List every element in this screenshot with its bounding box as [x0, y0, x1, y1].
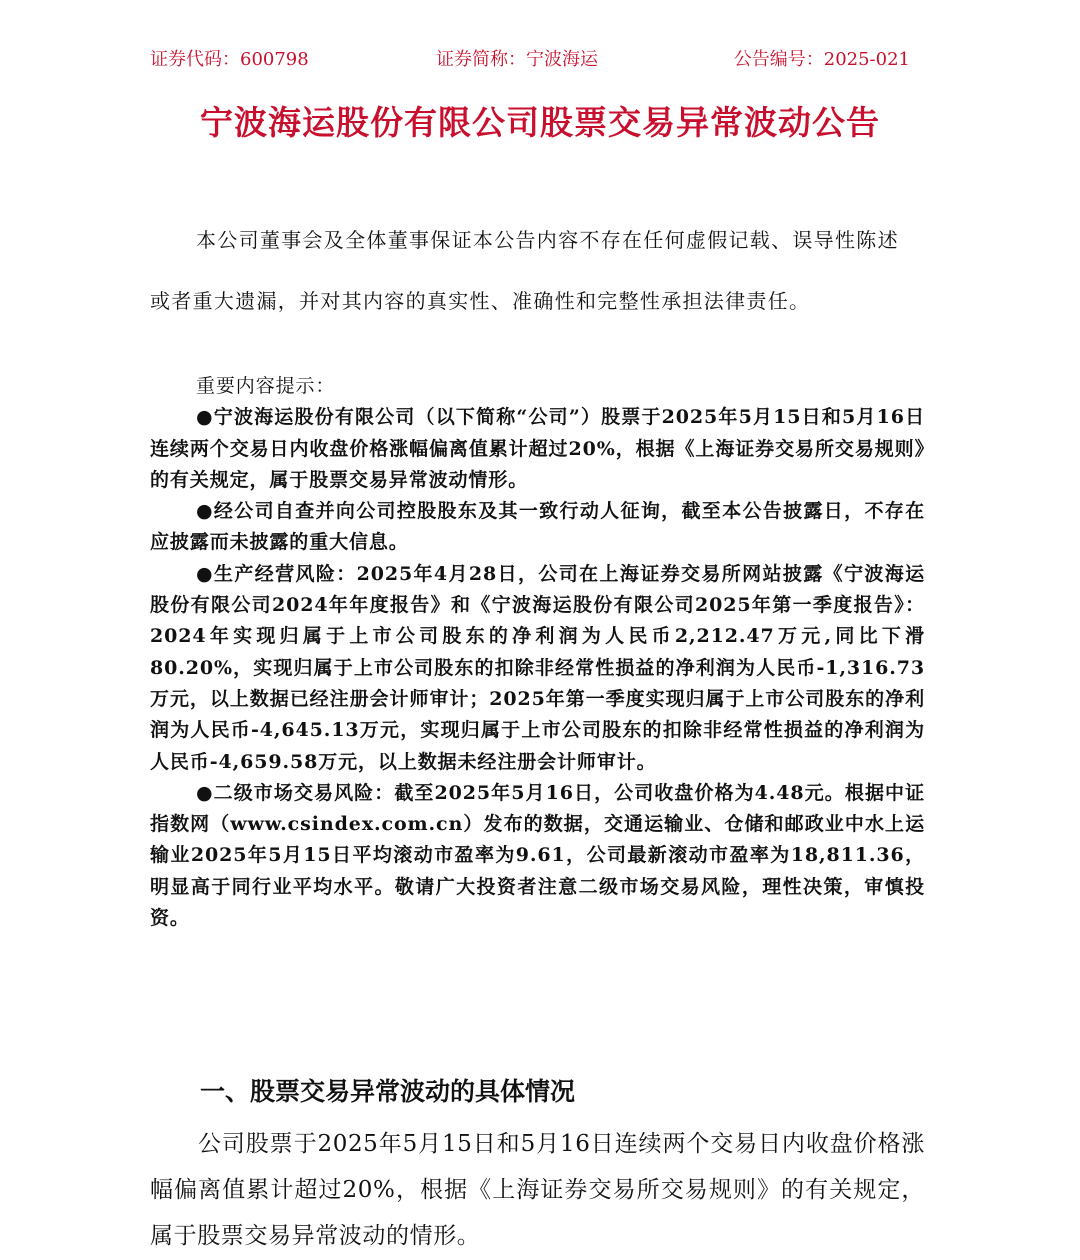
section-1-body: 公司股票于2025年5月15日和5月16日连续两个交易日内收盘价格涨幅偏离值累计超过20%，根据《上海证券交易所交易规则》的有关规定，属于股票交易异常波动的情形。 [150, 1131, 925, 1249]
bullet-icon: ● [196, 781, 214, 804]
bullet-icon: ● [196, 406, 214, 429]
important-notice-block [150, 371, 925, 934]
bullet-icon: ● [196, 562, 214, 585]
stock-code: 证券代码：600798 [150, 49, 309, 70]
board-statement-line-2: 或者重大遗漏，并对其内容的真实性、准确性和完整性承担法律责任。 [150, 289, 811, 313]
notice-item-text: 二级市场交易风险：截至2025年5月16日，公司收盘价格为4.48元。根据中证指数网（www.csindex.com.cn）发布的数据，交通运输业、仓储和邮政业中水上运输业2025年5月15日平均滚动市盈率为9.61，公司最新滚动市盈率为18,811.36，明显高于同行业平均水平。敬请广大投资者注意二级市场交易风险，理性决策，审慎投资。 [150, 781, 925, 930]
bullet-icon: ● [196, 500, 214, 523]
notice-item [150, 496, 925, 559]
announcement-header [150, 46, 910, 74]
board-statement-line-1: 本公司董事会及全体董事保证本公告内容不存在任何虚假记载、误导性陈述 [196, 228, 899, 252]
notice-item [150, 402, 925, 496]
notice-item-text: 生产经营风险：2025年4月28日，公司在上海证券交易所网站披露《宁波海运股份有限公司2024年年度报告》和《宁波海运股份有限公司2025年第一季度报告》：2024年实现归属于上市公司股东的净利润为人民币2,212.47万元,同比下滑80.20%，实现归属于上市公司股东的扣除非经常性损益的净利润为人民币-1,316.73万元，以上数据已经注册会计师审计；2025年第一季度实现归属于上市公司股东的净利润为人民币-4,645.13万元，实现归属于上市公司股东的扣除非经常性损益的净利润为人民币-4,659.58万元，以上数据未经注册会计师审计。 [150, 562, 926, 773]
notice-item-text: 经公司自查并向公司控股股东及其一致行动人征询，截至本公告披露日，不存在应披露而未披露的重大信息。 [150, 500, 925, 554]
page-title: 宁波海运股份有限公司股票交易异常波动公告 [200, 103, 880, 142]
notice-item [150, 559, 925, 778]
announcement-number: 公告编号：2025-021 [733, 49, 910, 70]
notice-item-text: 宁波海运股份有限公司（以下简称“公司”）股票于2025年5月15日和5月16日连续两个交易日内收盘价格涨幅偏离值累计超过20%，根据《上海证券交易所交易规则》的有关规定，属于股票交易异常波动情形。 [150, 406, 925, 491]
stock-abbreviation: 证券简称：宁波海运 [436, 49, 598, 70]
section-1-title: 一、股票交易异常波动的具体情况 [200, 1077, 576, 1106]
notice-item [150, 778, 925, 934]
important-notice-heading: 重要内容提示： [196, 375, 336, 397]
